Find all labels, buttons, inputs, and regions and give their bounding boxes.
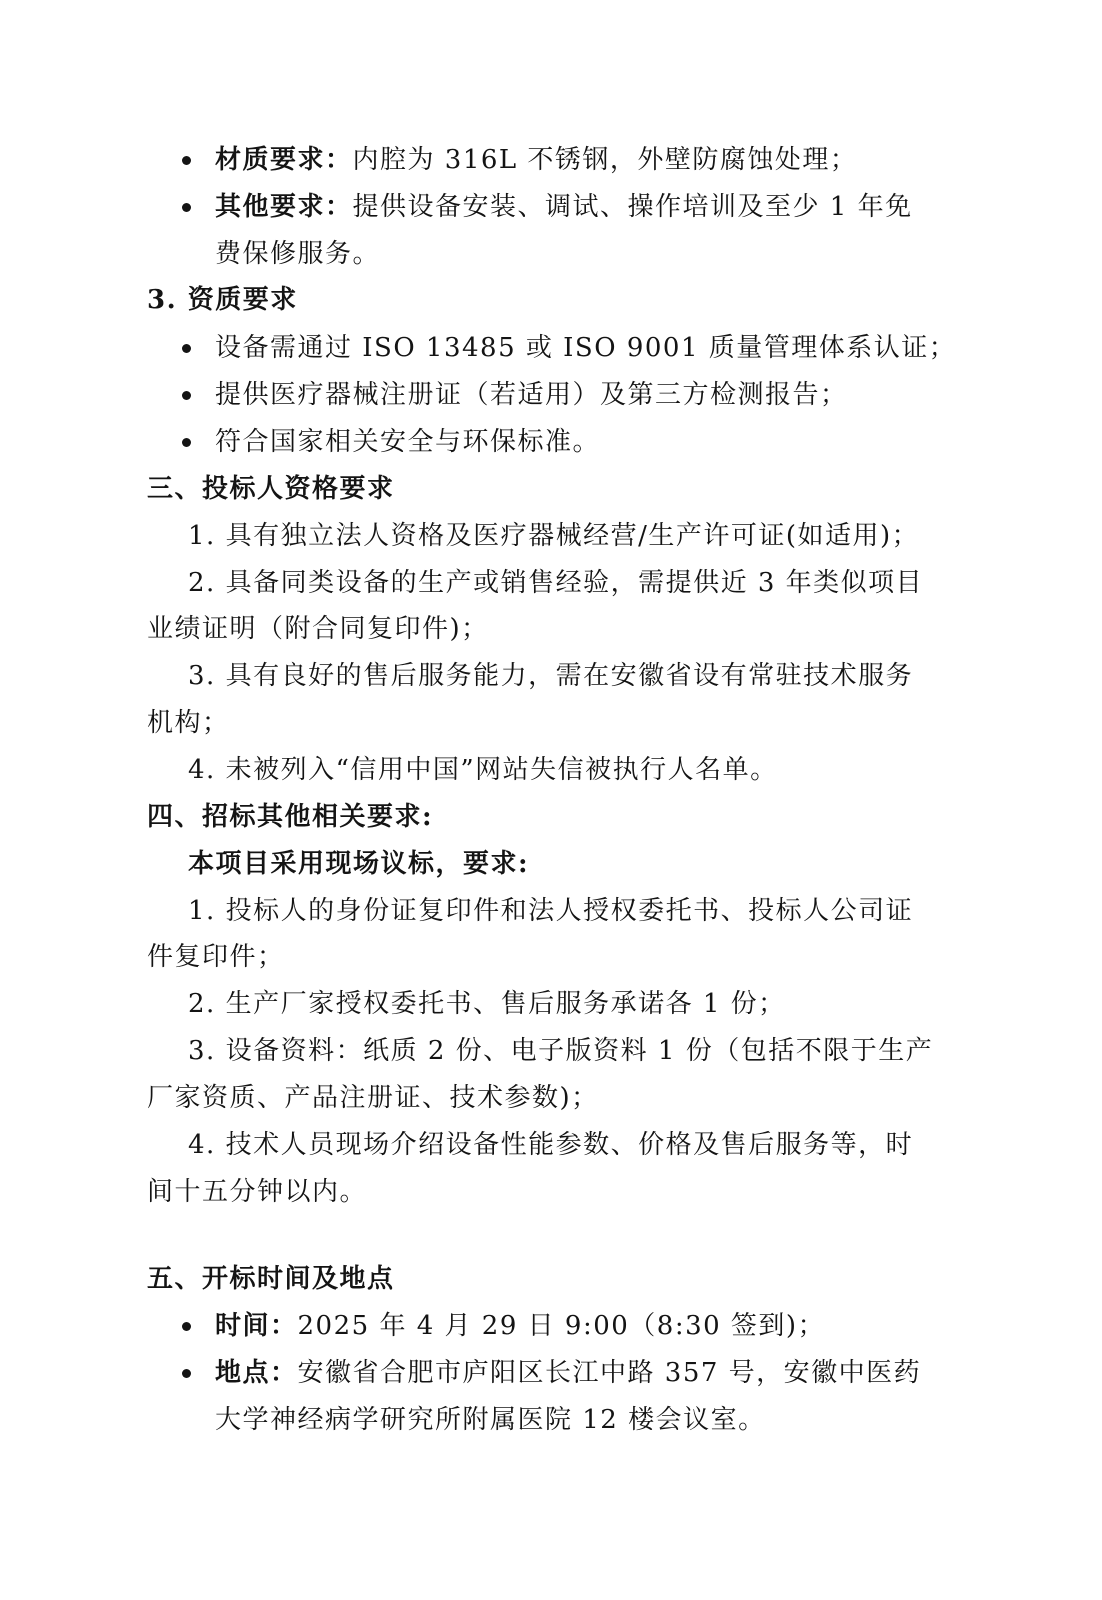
material-requirement-line: [215, 143, 857, 177]
other-req-item-4: 4. 技术人员现场介绍设备性能参数、价格及售后服务等，时: [188, 1130, 914, 1160]
bidder-item-3-cont: 机构；: [147, 708, 230, 738]
bidder-item-1: 1. 具有独立法人资格及医疗器械经营/生产许可证(如适用)；: [188, 521, 920, 551]
bidder-item-4: 4. 未被列入“信用中国”网站失信被执行人名单。: [188, 755, 778, 785]
other-label: 其他要求：: [215, 192, 353, 222]
bullet-icon: [182, 1369, 191, 1378]
opening-place-line: [215, 1356, 921, 1390]
other-req-item-3: 3. 设备资料：纸质 2 份、电子版资料 1 份（包括不限于生产: [188, 1036, 934, 1066]
other-requirement-cont: 费保修服务。: [215, 239, 381, 269]
bidder-qualification-heading: 三、投标人资格要求: [147, 474, 395, 504]
other-requirements-intro: 本项目采用现场议标，要求:: [188, 849, 530, 879]
bullet-icon: [182, 1322, 191, 1331]
qualification-item-3: 符合国家相关安全与环保标准。: [215, 427, 601, 457]
place-text: 安徽省合肥市庐阳区长江中路 357 号，安徽中医药: [297, 1358, 922, 1388]
time-label: 时间：: [215, 1311, 298, 1341]
other-req-item-1: 1. 投标人的身份证复印件和法人授权委托书、投标人公司证: [188, 896, 914, 926]
other-requirement-line: [215, 190, 913, 224]
other-req-item-4-cont: 间十五分钟以内。: [147, 1177, 368, 1207]
other-requirements-heading: 四、招标其他相关要求:: [147, 802, 434, 832]
other-req-item-1-cont: 件复印件；: [147, 942, 285, 972]
time-text: 2025 年 4 月 29 日 9:00（8:30 签到)；: [297, 1311, 826, 1341]
other-req-item-3-cont: 厂家资质、产品注册证、技术参数)；: [147, 1083, 599, 1113]
other-req-item-2: 2. 生产厂家授权委托书、售后服务承诺各 1 份；: [188, 989, 786, 1019]
bullet-icon: [182, 438, 191, 447]
material-text: 内腔为 316L 不锈钢，外壁防腐蚀处理；: [352, 145, 858, 175]
other-text: 提供设备安装、调试、操作培训及至少 1 年免: [352, 192, 913, 222]
qualification-item-2: 提供医疗器械注册证（若适用）及第三方检测报告；: [215, 380, 848, 410]
opening-heading: 五、开标时间及地点: [147, 1264, 395, 1294]
material-label: 材质要求：: [215, 145, 353, 175]
bullet-icon: [182, 391, 191, 400]
bullet-icon: [182, 156, 191, 165]
opening-place-cont: 大学神经病学研究所附属医院 12 楼会议室。: [215, 1405, 766, 1435]
bullet-icon: [182, 344, 191, 353]
bidder-item-2: 2. 具备同类设备的生产或销售经验，需提供近 3 年类似项目: [188, 568, 924, 598]
bidder-item-3: 3. 具有良好的售后服务能力，需在安徽省设有常驻技术服务: [188, 661, 914, 691]
section3-heading: 3. 资质要求: [147, 285, 298, 315]
qualification-item-1: 设备需通过 ISO 13485 或 ISO 9001 质量管理体系认证；: [215, 333, 957, 363]
bidder-item-2-cont: 业绩证明（附合同复印件)；: [147, 614, 489, 644]
place-label: 地点：: [215, 1358, 298, 1388]
opening-time-line: [215, 1309, 825, 1343]
bullet-icon: [182, 203, 191, 212]
